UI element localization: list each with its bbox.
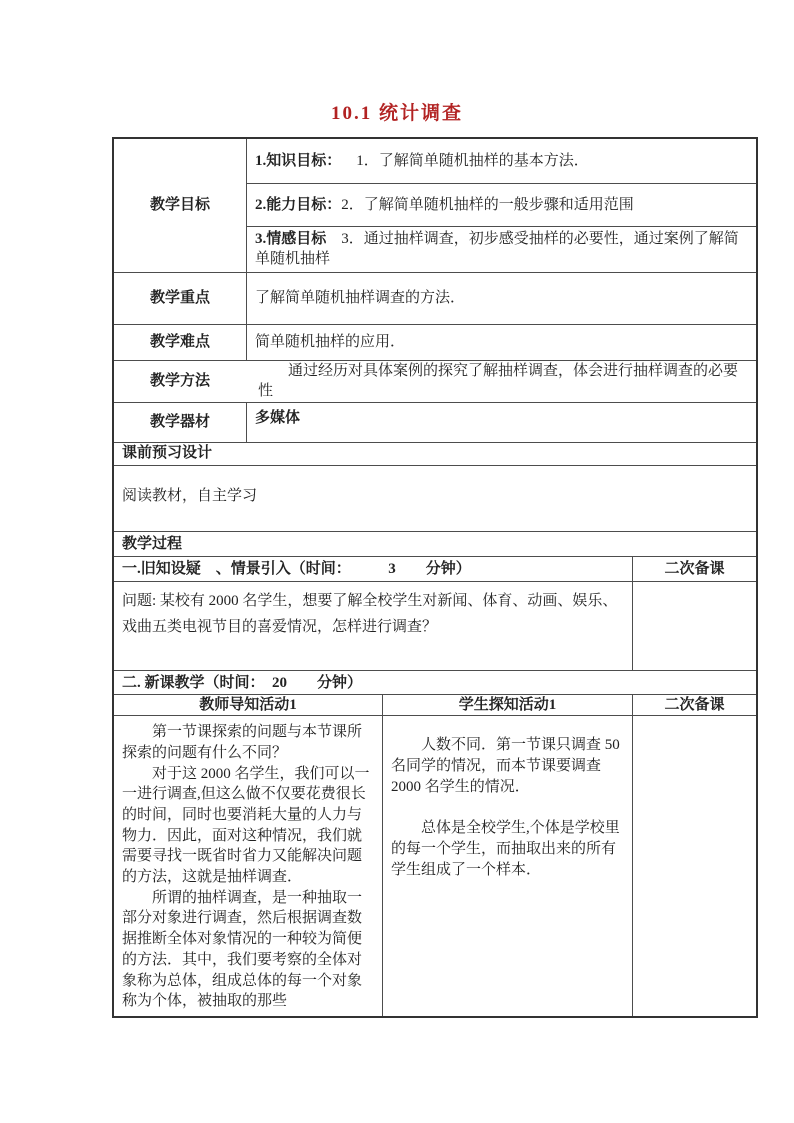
teacher-activity-header: 教师导知活动1 <box>199 697 297 714</box>
objective-knowledge-row <box>247 139 756 183</box>
objective-knowledge-text: 1．了解简单随机抽样的基本方法． <box>341 152 589 169</box>
method-row <box>114 360 756 402</box>
question-row <box>114 581 756 670</box>
method-text: 通过经历对具体案例的探究了解抽样调查，体会进行抽样调查的必要性 <box>258 363 739 400</box>
preview-title-row <box>114 442 756 465</box>
question-note-cell <box>632 582 756 670</box>
key-point-row <box>114 272 756 324</box>
key-point-label: 教学重点 <box>149 289 210 306</box>
process-title: 教学过程 <box>122 535 183 552</box>
equipment-label: 教学器材 <box>149 414 210 431</box>
objective-emotion-text <box>255 229 748 270</box>
teacher-paragraph-3: 所谓的抽样调查，是一种抽取一部分对象进行调查，然后根据调查数据推断全体对象情况的一种较为简便的方法．其中，我们要考察的全体对象称为总体，组成总体的每一个对象称为个体，被抽取的那些 <box>122 889 363 1010</box>
objective-ability-text: 2．了解简单随机抽样的一般步骤和适用范围 <box>341 196 634 213</box>
process-title-row <box>114 531 756 556</box>
activity-body-row <box>114 715 756 1016</box>
method-label: 教学方法 <box>149 373 210 390</box>
section1-note-header: 二次备课 <box>632 557 756 581</box>
objectives-label-cell: 教学目标 <box>149 197 210 214</box>
section2-heading-row <box>114 670 756 694</box>
preview-title: 课前预习设计 <box>122 445 213 462</box>
key-point-text: 了解简单随机抽样调查的方法． <box>246 273 756 324</box>
activity-note-cell <box>632 716 756 1016</box>
difficulty-text: 简单随机抽样的应用． <box>246 325 756 360</box>
section2-heading: 二. 新课教学（时间： 20 分钟） <box>122 674 363 691</box>
difficulty-label: 教学难点 <box>149 334 210 351</box>
document-title: 10.1 统计调查 <box>330 103 463 124</box>
objectives-stack <box>246 139 756 272</box>
student-paragraph-1: 人数不同．第一节课只调查 50 名同学的情况，而本节课要调查 2000 名学生的情况． <box>391 737 620 795</box>
section1-heading-row <box>114 556 756 581</box>
section2-note-header: 二次备课 <box>632 695 756 715</box>
difficulty-row <box>114 324 756 360</box>
activity-header-row <box>114 694 756 715</box>
teacher-paragraph-2: 对于这 2000 名学生，我们可以一一进行调查,但这么做不仅要花费很长的时间，同时也要消耗大量的人力与物力．因此，面对这种情况，我们就需要寻找一既省时省力又能解决问题的方法，这就是抽样调查． <box>122 765 370 886</box>
objective-emotion-label: 3.情感目标 <box>255 231 327 247</box>
student-activity-header: 学生探知活动1 <box>382 695 632 715</box>
teacher-activity-cell <box>114 716 382 1016</box>
student-activity-cell <box>382 716 632 1016</box>
objective-emotion-row <box>247 226 756 272</box>
objective-ability-label: 2.能力目标： <box>255 196 342 213</box>
equipment-row <box>114 402 756 442</box>
preview-content-row <box>114 465 756 531</box>
objectives-row-group <box>114 139 756 272</box>
teacher-paragraph-1: 第一节课探索的问题与本节课所探索的问题有什么不同？ <box>122 724 363 761</box>
lesson-plan-table <box>112 137 758 1018</box>
preview-text: 阅读教材，自主学习 <box>122 487 258 504</box>
question-text: 问题: 某校有 2000 名学生，想要了解全校学生对新闻、体育、动画、娱乐、戏曲五类电视节目的喜爱情况，怎样进行调查？ <box>122 593 618 636</box>
section1-heading: 一.旧知设疑 、情景引入（时间： 3 分钟） <box>122 561 471 578</box>
student-paragraph-2: 总体是全校学生,个体是学校里的每一个学生，而抽取出来的所有学生组成了一个样本． <box>391 820 620 878</box>
equipment-text: 多媒体 <box>246 403 756 442</box>
objective-ability-row <box>247 183 756 226</box>
objective-emotion-body: 3．通过抽样调查，初步感受抽样的必要性，通过案例了解简单随机抽样 <box>255 231 739 268</box>
objective-knowledge-label: 1.知识目标： <box>255 152 342 169</box>
